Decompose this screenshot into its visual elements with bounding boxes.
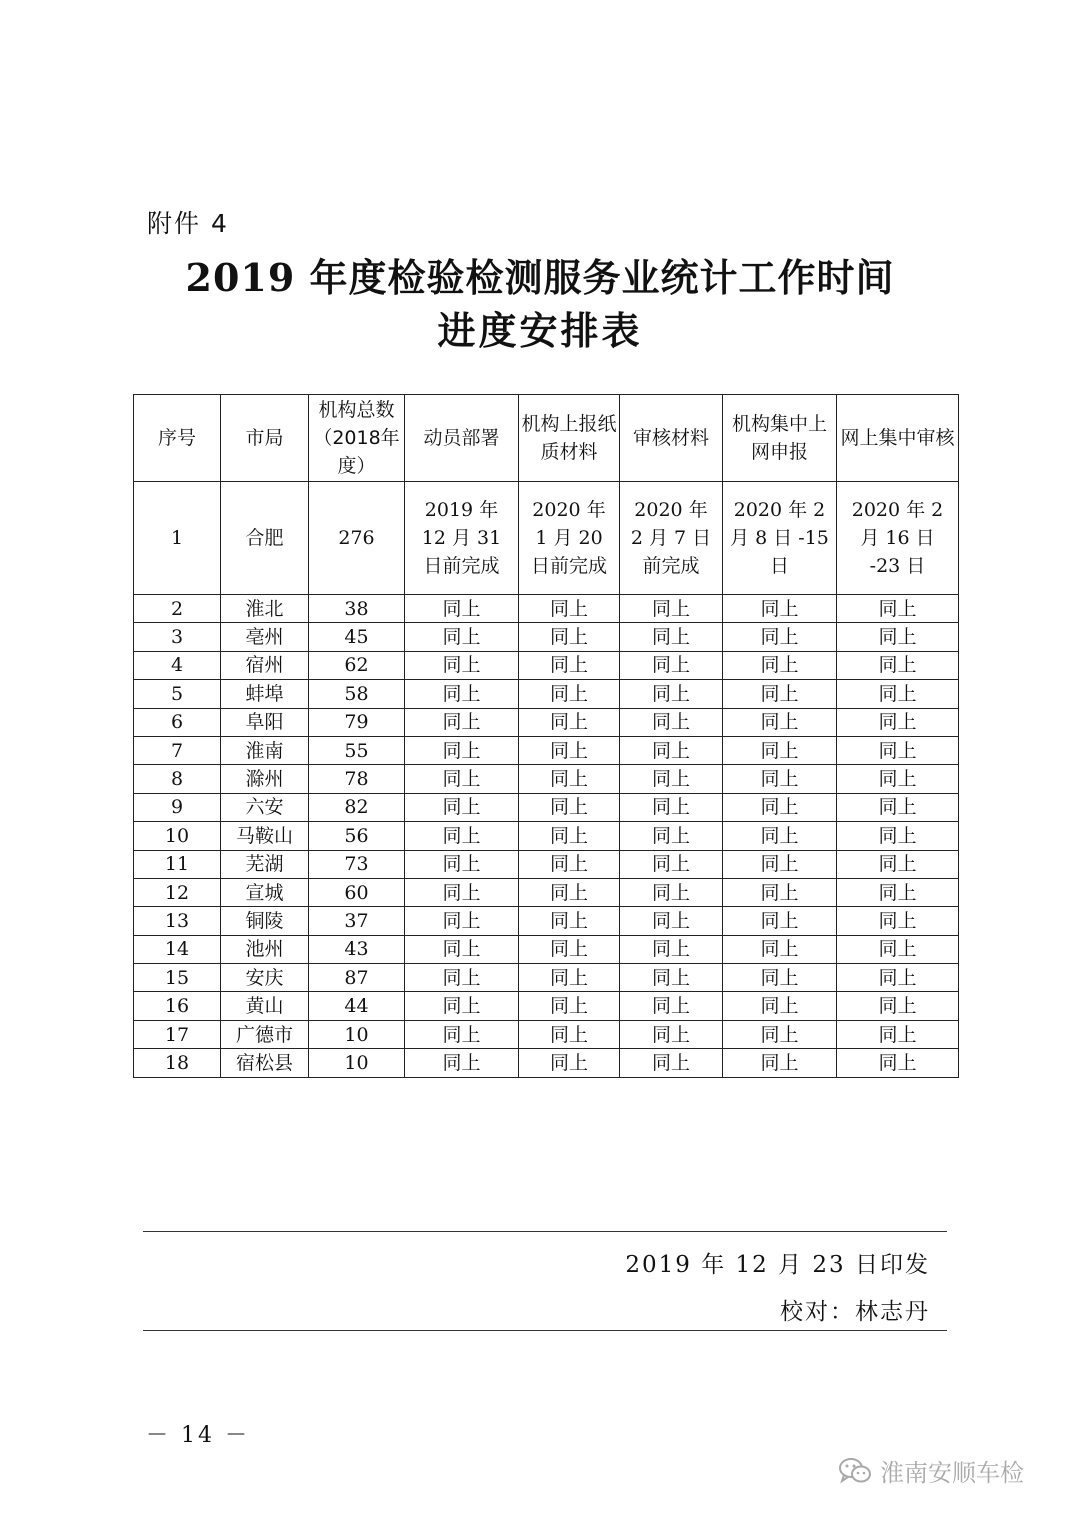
online-review-date: 同上 — [837, 992, 959, 1020]
mobilize-date: 同上 — [405, 680, 519, 708]
table-row — [134, 651, 959, 679]
table-row — [134, 623, 959, 651]
paper-material-date: 同上 — [519, 907, 620, 935]
online-review-date: 同上 — [837, 822, 959, 850]
city-name: 广德市 — [221, 1020, 309, 1048]
paper-material-date: 同上 — [519, 822, 620, 850]
city-name: 蚌埠 — [221, 680, 309, 708]
header-cell: 序号 — [134, 395, 221, 482]
institution-count: 56 — [309, 822, 405, 850]
online-review-date: 同上 — [837, 793, 959, 821]
online-review-date: 同上 — [837, 850, 959, 878]
online-review-date: 同上 — [837, 736, 959, 764]
city-name: 淮北 — [221, 595, 309, 623]
review-date: 同上 — [620, 793, 723, 821]
row-number: 11 — [134, 850, 221, 878]
review-date: 同上 — [620, 595, 723, 623]
paper-material-date: 同上 — [519, 765, 620, 793]
online-review-date: 同上 — [837, 595, 959, 623]
paper-material-date: 同上 — [519, 878, 620, 906]
city-name: 宿州 — [221, 651, 309, 679]
row-number: 1 — [134, 482, 221, 595]
institution-count: 43 — [309, 935, 405, 963]
online-review-date: 2020 年 2 月 16 日 -23 日 — [837, 482, 959, 595]
paper-material-date: 同上 — [519, 793, 620, 821]
mobilize-date: 同上 — [405, 736, 519, 764]
mobilize-date: 同上 — [405, 793, 519, 821]
online-review-date: 同上 — [837, 878, 959, 906]
paper-material-date: 同上 — [519, 1020, 620, 1048]
online-submit-date: 同上 — [723, 850, 837, 878]
row-number: 16 — [134, 992, 221, 1020]
online-review-date: 同上 — [837, 708, 959, 736]
paper-material-date: 同上 — [519, 595, 620, 623]
online-review-date: 同上 — [837, 765, 959, 793]
mobilize-date: 同上 — [405, 708, 519, 736]
paper-material-date: 同上 — [519, 651, 620, 679]
paper-material-date: 同上 — [519, 964, 620, 992]
wechat-icon — [838, 1456, 872, 1486]
table-row — [134, 765, 959, 793]
review-date: 同上 — [620, 907, 723, 935]
institution-count: 79 — [309, 708, 405, 736]
review-date: 同上 — [620, 1049, 723, 1077]
institution-count: 55 — [309, 736, 405, 764]
institution-count: 38 — [309, 595, 405, 623]
city-name: 宣城 — [221, 878, 309, 906]
row-number: 15 — [134, 964, 221, 992]
online-review-date: 同上 — [837, 907, 959, 935]
online-submit-date: 同上 — [723, 680, 837, 708]
review-date: 同上 — [620, 736, 723, 764]
online-review-date: 同上 — [837, 651, 959, 679]
online-submit-date: 同上 — [723, 822, 837, 850]
online-submit-date: 同上 — [723, 651, 837, 679]
table-row — [134, 793, 959, 821]
review-date: 同上 — [620, 878, 723, 906]
mobilize-date: 同上 — [405, 623, 519, 651]
city-name: 铜陵 — [221, 907, 309, 935]
mobilize-date: 同上 — [405, 992, 519, 1020]
divider-bottom — [143, 1330, 947, 1331]
city-name: 马鞍山 — [221, 822, 309, 850]
table-row — [134, 680, 959, 708]
row-number: 6 — [134, 708, 221, 736]
institution-count: 73 — [309, 850, 405, 878]
institution-count: 78 — [309, 765, 405, 793]
mobilize-date: 同上 — [405, 907, 519, 935]
document-title-line2: 进度安排表 — [437, 308, 643, 353]
row-number: 2 — [134, 595, 221, 623]
watermark-text: 淮南安顺车检 — [880, 1459, 1024, 1487]
online-review-date: 同上 — [837, 1049, 959, 1077]
row-number: 4 — [134, 651, 221, 679]
city-name: 合肥 — [221, 482, 309, 595]
table-row — [134, 482, 959, 595]
review-date: 同上 — [620, 850, 723, 878]
city-name: 亳州 — [221, 623, 309, 651]
review-date: 同上 — [620, 964, 723, 992]
table-row — [134, 878, 959, 906]
review-date: 同上 — [620, 623, 723, 651]
row-number: 17 — [134, 1020, 221, 1048]
institution-count: 276 — [309, 482, 405, 595]
divider-top — [143, 1231, 947, 1232]
institution-count: 10 — [309, 1020, 405, 1048]
online-submit-date: 同上 — [723, 708, 837, 736]
city-name: 池州 — [221, 935, 309, 963]
page-number: － 14 － — [146, 1423, 250, 1448]
institution-count: 10 — [309, 1049, 405, 1077]
mobilize-date: 同上 — [405, 651, 519, 679]
paper-material-date: 同上 — [519, 708, 620, 736]
mobilize-date: 同上 — [405, 822, 519, 850]
review-date: 同上 — [620, 651, 723, 679]
online-review-date: 同上 — [837, 935, 959, 963]
paper-material-date: 同上 — [519, 850, 620, 878]
header-cell: 机构总数（2018年度） — [309, 395, 405, 482]
institution-count: 37 — [309, 907, 405, 935]
row-number: 10 — [134, 822, 221, 850]
header-cell: 机构上报纸质材料 — [519, 395, 620, 482]
row-number: 13 — [134, 907, 221, 935]
online-submit-date: 同上 — [723, 736, 837, 764]
paper-material-date: 同上 — [519, 623, 620, 651]
table-row — [134, 850, 959, 878]
mobilize-date: 同上 — [405, 1049, 519, 1077]
city-name: 芜湖 — [221, 850, 309, 878]
paper-material-date: 同上 — [519, 680, 620, 708]
online-submit-date: 同上 — [723, 878, 837, 906]
paper-material-date: 同上 — [519, 935, 620, 963]
online-submit-date: 2020 年 2 月 8 日 -15 日 — [723, 482, 837, 595]
city-name: 宿松县 — [221, 1049, 309, 1077]
online-submit-date: 同上 — [723, 907, 837, 935]
city-name: 阜阳 — [221, 708, 309, 736]
city-name: 黄山 — [221, 992, 309, 1020]
mobilize-date: 同上 — [405, 765, 519, 793]
online-submit-date: 同上 — [723, 935, 837, 963]
table-row — [134, 736, 959, 764]
city-name: 滁州 — [221, 765, 309, 793]
institution-count: 82 — [309, 793, 405, 821]
online-submit-date: 同上 — [723, 964, 837, 992]
city-name: 淮南 — [221, 736, 309, 764]
online-submit-date: 同上 — [723, 765, 837, 793]
row-number: 7 — [134, 736, 221, 764]
table-header-row — [134, 395, 959, 482]
paper-material-date: 同上 — [519, 1049, 620, 1077]
institution-count: 87 — [309, 964, 405, 992]
table-row — [134, 992, 959, 1020]
online-submit-date: 同上 — [723, 1049, 837, 1077]
institution-count: 60 — [309, 878, 405, 906]
online-review-date: 同上 — [837, 623, 959, 651]
header-cell: 审核材料 — [620, 395, 723, 482]
row-number: 3 — [134, 623, 221, 651]
paper-material-date: 同上 — [519, 736, 620, 764]
row-number: 5 — [134, 680, 221, 708]
table-row — [134, 1049, 959, 1077]
institution-count: 45 — [309, 623, 405, 651]
mobilize-date: 同上 — [405, 964, 519, 992]
online-review-date: 同上 — [837, 964, 959, 992]
review-date: 同上 — [620, 765, 723, 793]
institution-count: 58 — [309, 680, 405, 708]
document-title-line1: 2019 年度检验检测服务业统计工作时间 — [185, 255, 895, 300]
paper-material-date: 2020 年 1 月 20 日前完成 — [519, 482, 620, 595]
review-date: 同上 — [620, 680, 723, 708]
table-row — [134, 595, 959, 623]
review-date: 2020 年 2 月 7 日前完成 — [620, 482, 723, 595]
header-cell: 市局 — [221, 395, 309, 482]
header-cell: 动员部署 — [405, 395, 519, 482]
row-number: 12 — [134, 878, 221, 906]
paper-material-date: 同上 — [519, 992, 620, 1020]
city-name: 六安 — [221, 793, 309, 821]
institution-count: 44 — [309, 992, 405, 1020]
online-submit-date: 同上 — [723, 623, 837, 651]
schedule-table — [133, 394, 959, 1078]
issue-date: 2019 年 12 月 23 日印发 — [625, 1252, 930, 1278]
mobilize-date: 同上 — [405, 878, 519, 906]
row-number: 14 — [134, 935, 221, 963]
review-date: 同上 — [620, 822, 723, 850]
city-name: 安庆 — [221, 964, 309, 992]
row-number: 18 — [134, 1049, 221, 1077]
online-submit-date: 同上 — [723, 992, 837, 1020]
mobilize-date: 同上 — [405, 850, 519, 878]
mobilize-date: 2019 年 12 月 31 日前完成 — [405, 482, 519, 595]
row-number: 9 — [134, 793, 221, 821]
table-row — [134, 964, 959, 992]
attachment-label: 附件 4 — [147, 209, 229, 238]
row-number: 8 — [134, 765, 221, 793]
online-review-date: 同上 — [837, 1020, 959, 1048]
table-row — [134, 907, 959, 935]
online-submit-date: 同上 — [723, 595, 837, 623]
header-cell: 网上集中审核 — [837, 395, 959, 482]
table-row — [134, 935, 959, 963]
online-submit-date: 同上 — [723, 1020, 837, 1048]
online-submit-date: 同上 — [723, 793, 837, 821]
mobilize-date: 同上 — [405, 595, 519, 623]
mobilize-date: 同上 — [405, 1020, 519, 1048]
online-review-date: 同上 — [837, 680, 959, 708]
table-row — [134, 822, 959, 850]
watermark — [838, 1453, 1024, 1488]
review-date: 同上 — [620, 708, 723, 736]
review-date: 同上 — [620, 992, 723, 1020]
proofreader: 校对：林志丹 — [780, 1299, 930, 1325]
review-date: 同上 — [620, 935, 723, 963]
header-cell: 机构集中上网申报 — [723, 395, 837, 482]
table-row — [134, 708, 959, 736]
review-date: 同上 — [620, 1020, 723, 1048]
institution-count: 62 — [309, 651, 405, 679]
table-row — [134, 1020, 959, 1048]
mobilize-date: 同上 — [405, 935, 519, 963]
